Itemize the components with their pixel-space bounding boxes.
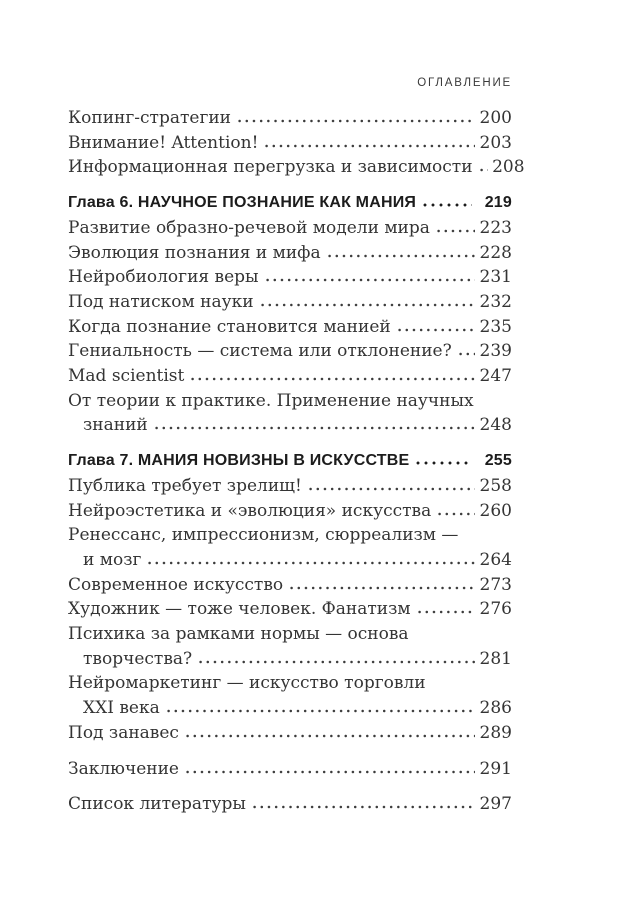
dot-leader [264,278,475,282]
toc-entry-title: Под натиском науки [68,291,254,312]
toc-entry-title: Гениальность — система или отклонение? [68,341,452,362]
toc-entry-line1 [68,389,512,414]
toc-entry-line1 [68,523,512,548]
toc-entry [68,155,525,180]
toc-entry-line2 [68,413,512,438]
toc-entry-title: Художник — тоже человек. Фанатизм [68,599,411,620]
toc-entry-page: 276 [479,599,512,620]
toc-entry-title: Нейробиология веры [68,267,259,288]
dot-leader [416,610,475,614]
toc-entry-title: и мозг [83,549,142,570]
toc-chapter-entry [68,191,512,216]
toc-entry-page: 281 [479,648,512,669]
dot-leader [153,426,475,430]
toc-entry-line1 [68,622,512,647]
toc-entry-title: Эволюция познания и мифа [68,242,321,263]
dot-leader [197,660,475,664]
dot-leader [165,709,475,713]
dot-leader [263,144,475,148]
toc-entry-line2 [68,647,512,672]
toc-entry-title: Нейромаркетинг — искусство торговли [68,673,426,694]
toc-entry-title: Когда познание становится манией [68,316,391,337]
toc-entry-title: Копинг-стратегии [68,108,232,128]
toc-entry-page: 232 [479,291,512,312]
dot-leader [396,328,475,332]
toc-entry [68,290,512,315]
toc-entry-page: 273 [479,574,512,595]
toc-entry [68,265,512,290]
toc-entry [68,721,512,746]
toc-entry-title: знаний [83,415,148,436]
table-of-contents [68,106,525,817]
toc-entry [68,131,512,156]
toc-entry-page: 203 [479,132,512,153]
toc-entry-page: 208 [492,157,525,178]
dot-leader [478,168,488,172]
dot-leader [457,352,475,356]
dot-leader [435,229,475,233]
toc-entry-title: Список литературы [68,794,246,815]
toc-entry [68,106,512,131]
toc-entry-page: 260 [479,500,512,521]
toc-entry-page: 264 [479,549,512,570]
dot-leader [189,377,475,381]
toc-entry [68,339,512,364]
toc-entry-page: 235 [479,316,512,337]
toc-entry-title: От теории к практике. Применение научных [68,390,474,411]
toc-entry [68,792,512,817]
dot-leader [184,734,475,738]
toc-entry-title: XXI века [83,698,160,719]
dot-leader [307,487,475,491]
toc-entry-page: 239 [479,341,512,362]
toc-entry [68,315,512,340]
dot-leader [236,119,475,123]
toc-entry-page: 297 [479,794,512,815]
dot-leader [259,303,475,307]
toc-entry-title: Внимание! Attention! [68,132,259,153]
toc-entry [68,597,512,622]
toc-entry-page: 291 [479,758,512,779]
toc-entry-title: Развитие образно-речевой модели мира [68,217,430,238]
toc-entry [68,573,512,598]
toc-entry [68,499,512,524]
toc-entry-page: 200 [479,108,512,128]
toc-entry-page: 258 [479,475,512,496]
toc-entry [68,216,512,241]
dot-leader [251,805,475,809]
toc-chapter-title: Глава 7. МАНИЯ НОВИЗНЫ В ИСКУССТВЕ [68,452,410,470]
toc-entry-title: Публика требует зрелищ! [68,475,302,496]
toc-entry-title: Информационная перегрузка и зависимости [68,157,473,178]
toc-entry-page: 289 [479,722,512,743]
toc-entry-line2 [68,696,512,721]
toc-entry-page: 286 [479,698,512,719]
toc-entry-title: Mad scientist [68,366,185,387]
toc-entry-title: Ренессанс, импрессионизм, сюрреализм — [68,525,459,546]
dot-leader [184,770,475,774]
toc-chapter-entry [68,449,512,474]
dot-leader [414,461,472,465]
dot-leader [146,561,475,565]
dot-leader [326,254,475,258]
toc-entry-page: 231 [479,267,512,288]
toc-entry-title: Психика за рамками нормы — основа [68,624,409,645]
toc-entry-line2 [68,548,512,573]
toc-entry-page: 223 [479,217,512,238]
dot-leader [436,512,475,516]
toc-entry-line1 [68,671,512,696]
toc-entry-page: 247 [479,366,512,387]
toc-chapter-page: 219 [484,194,512,212]
toc-entry-title: Под занавес [68,722,179,743]
toc-entry-page: 228 [479,242,512,263]
toc-entry-title: творчества? [83,648,193,669]
toc-entry [68,474,512,499]
toc-entry-title: Нейроэстетика и «эволюция» искусства [68,500,432,521]
toc-entry-title: Заключение [68,758,179,779]
toc-entry [68,364,512,389]
toc-chapter-page: 255 [484,452,512,470]
toc-chapter-title: Глава 6. НАУЧНОЕ ПОЗНАНИЕ КАК МАНИЯ [68,194,417,212]
toc-entry-title: Современное искусство [68,574,284,595]
dot-leader [421,203,472,207]
dot-leader [288,586,475,590]
toc-entry [68,757,512,782]
toc-entry [68,241,512,266]
running-head: ОГЛАВЛЕНИЕ [417,77,512,89]
toc-entry-page: 248 [479,415,512,436]
